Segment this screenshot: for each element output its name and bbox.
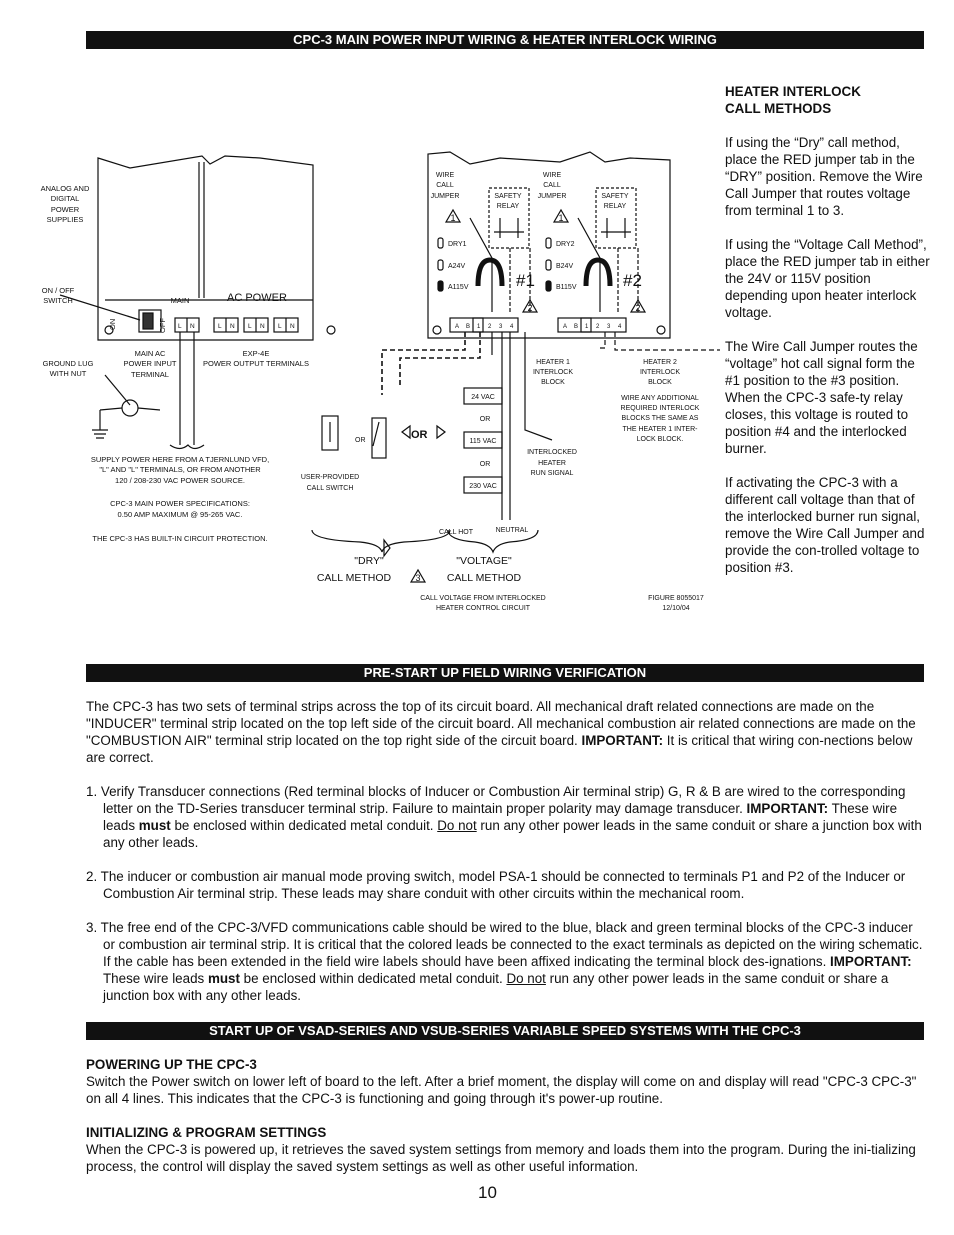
- user-switch-label: USER-PROVIDED: [300, 474, 360, 481]
- svg-text:1: 1: [558, 213, 564, 223]
- svg-text:POWER OUTPUT TERMINALS: POWER OUTPUT TERMINALS: [203, 359, 309, 368]
- svg-text:OR: OR: [479, 416, 491, 423]
- voltage-method: "VOLTAGE": [456, 555, 512, 567]
- svg-text:CALL SWITCH: CALL SWITCH: [306, 485, 354, 492]
- svg-text:"L" AND "L" TERMINALS, OR FROM: "L" AND "L" TERMINALS, OR FROM ANOTHER: [99, 465, 261, 474]
- svg-text:INTERLOCK: INTERLOCK: [532, 369, 574, 376]
- svg-text:120 / 208-230 VAC POWER SOURCE: 120 / 208-230 VAC POWER SOURCE.: [115, 476, 245, 485]
- svg-text:1: 1: [450, 213, 456, 223]
- svg-text:INTERLOCK: INTERLOCK: [639, 369, 681, 376]
- sidebar-voltage-paragraph: If using the “Voltage Call Method”, place the RED jumper tab in either the 24V or 115V position depending upon heater interlock voltage.: [725, 237, 930, 320]
- svg-text:DRY1: DRY1: [448, 241, 467, 248]
- svg-text:0.50 AMP MAXIMUM @ 95-265 VAC.: 0.50 AMP MAXIMUM @ 95-265 VAC.: [117, 510, 243, 519]
- svg-text:CALL METHOD: CALL METHOD: [446, 572, 522, 584]
- svg-text:SUPPLIES: SUPPLIES: [46, 215, 84, 224]
- ac-power-label: AC POWER: [227, 292, 287, 304]
- safety-relay-2: SAFETY: [601, 193, 629, 200]
- svg-text:CALL: CALL: [543, 182, 561, 189]
- svg-text:A115V: A115V: [448, 284, 469, 291]
- svg-text:A: A: [563, 324, 568, 330]
- svg-text:230 VAC: 230 VAC: [469, 483, 497, 490]
- svg-text:CALL METHOD: CALL METHOD: [316, 572, 392, 584]
- svg-text:L: L: [278, 323, 282, 330]
- svg-text:B115V: B115V: [556, 284, 577, 291]
- prestart-item-2: 2. The inducer or combustion air manual mode proving switch, model PSA-1 should be connected to terminals P1 and P2 of the Inducer or Combustion Air terminal strip. These leads may share conduit with other circuits within the mechanical room.: [86, 869, 906, 901]
- dry-method: "DRY": [354, 555, 384, 567]
- svg-text:JUMPER: JUMPER: [537, 193, 567, 200]
- main-board-outline: [98, 156, 313, 340]
- svg-text:BLOCK: BLOCK: [541, 379, 565, 386]
- startup-body: [86, 1056, 924, 1175]
- svg-text:12/10/04: 12/10/04: [662, 605, 690, 612]
- svg-text:L: L: [248, 323, 252, 330]
- svg-text:2: 2: [527, 303, 533, 313]
- jumper-1-label: #1: [516, 271, 535, 290]
- svg-text:OFF: OFF: [158, 318, 167, 333]
- svg-text:3: 3: [607, 324, 611, 330]
- svg-text:2: 2: [596, 324, 600, 330]
- sidebar-jumper-paragraph: The Wire Call Jumper routes the “voltage” hot call signal form the #1 position to the #3 position. When the CPC-3 safe-ty relay closes, this voltage is routed to position #4 and the interlocked burner.: [725, 339, 918, 456]
- safety-relay-1: SAFETY: [494, 193, 522, 200]
- initializing-paragraph: When the CPC-3 is powered up, it retrieves the saved system settings from memory and loads them into the program. During the ini-tializing process, the control will display the saved system settings as well as other useful information.: [86, 1142, 916, 1174]
- svg-text:REQUIRED INTERLOCK: REQUIRED INTERLOCK: [620, 405, 700, 412]
- initializing-heading: INITIALIZING & PROGRAM SETTINGS: [86, 1125, 327, 1140]
- wiring-section-header: CPC-3 MAIN POWER INPUT WIRING & HEATER INTERLOCK WIRING: [86, 31, 924, 49]
- wire-call-jumper-1: WIRE: [435, 172, 455, 179]
- svg-text:4: 4: [618, 324, 622, 330]
- svg-text:RELAY: RELAY: [496, 203, 520, 210]
- svg-text:B: B: [574, 324, 579, 330]
- svg-text:POWER: POWER: [50, 205, 80, 214]
- svg-text:3: 3: [499, 324, 503, 330]
- wiring-diagram: [30, 140, 720, 620]
- svg-text:L: L: [218, 323, 222, 330]
- main-label: MAIN: [170, 296, 190, 305]
- sidebar-dry-paragraph: If using the “Dry” call method, place the RED jumper tab in the “DRY” position. Remove the Wire Call Jumper that routes voltage from terminal 1 to 3.: [725, 135, 923, 218]
- svg-text:ON: ON: [108, 318, 117, 330]
- interlock-sidebar: [725, 83, 930, 593]
- svg-text:A24V: A24V: [448, 263, 466, 270]
- startup-section-header: START UP OF VSAD-SERIES AND VSUB-SERIES VARIABLE SPEED SYSTEMS WITH THE CPC-3: [86, 1022, 924, 1040]
- svg-text:RELAY: RELAY: [603, 203, 627, 210]
- svg-text:1: 1: [477, 324, 481, 330]
- svg-text:4: 4: [510, 324, 514, 330]
- svg-text:L: L: [178, 323, 182, 330]
- svg-text:N: N: [290, 323, 295, 330]
- svg-text:1: 1: [585, 324, 589, 330]
- powering-up-heading: POWERING UP THE CPC-3: [86, 1057, 257, 1072]
- svg-text:2: 2: [635, 303, 641, 313]
- svg-text:JUMPER: JUMPER: [430, 193, 460, 200]
- svg-text:THE HEATER 1 INTER-: THE HEATER 1 INTER-: [622, 426, 698, 433]
- svg-text:OR: OR: [355, 437, 366, 444]
- svg-text:N: N: [260, 323, 265, 330]
- svg-text:A: A: [455, 324, 460, 330]
- sidebar-different-voltage-paragraph: If activating the CPC-3 with a different call voltage than that of the interlocked burner run signal, remove the Wire Call Jumper and provide the con-trolled voltage to position #3.: [725, 475, 925, 575]
- svg-text:TERMINAL: TERMINAL: [131, 370, 169, 379]
- svg-text:OR: OR: [479, 461, 491, 468]
- powering-up-paragraph: Switch the Power switch on lower left of board to the left. After a brief moment, the display will come on and display will read "CPC-3 CPC-3" on all 4 lines. This indicates that the CPC-3 is functioning and going through it's power-up routine.: [86, 1074, 917, 1106]
- svg-text:HEATER: HEATER: [538, 460, 566, 467]
- specs-note: CPC-3 MAIN POWER SPECIFICATIONS:: [110, 499, 250, 508]
- svg-text:LOCK BLOCK.: LOCK BLOCK.: [636, 436, 684, 443]
- prestart-intro: The CPC-3 has two sets of terminal strips across the top of its circuit board. All mechanical draft related connections are made on the "INDUCER" terminal strip located on the top left side of the circuit board. All mechanical combustion air related connections are made on the "COMBUSTION AIR" terminal strip located on the top right side of the circuit board. IMPORTANT: It is critical that wiring con-nections below are correct.: [86, 699, 916, 765]
- svg-text:B: B: [466, 324, 471, 330]
- prestart-item-1: 1. Verify Transducer connections (Red terminal blocks of Inducer or Combustion Air terminal strip) G, R & B are wired to the corresponding letter on the TD-Series transducer terminal strip. Failure to maintain proper polarity may damage transducer. IMPORTANT: These wire leads must be enclosed within dedicated metal conduit. Do not run any other power leads in the same conduit or share a junction box with any other leads.: [86, 784, 922, 850]
- analog-label: ANALOG AND: [40, 184, 90, 193]
- exp-label: EXP-4E: [242, 349, 270, 358]
- or-big: OR: [411, 429, 428, 441]
- svg-text:SWITCH: SWITCH: [43, 296, 73, 305]
- svg-text:24 VAC: 24 VAC: [471, 394, 495, 401]
- additional-note: WIRE ANY ADDITIONAL: [621, 395, 699, 402]
- jumper-2-label: #2: [623, 271, 642, 290]
- figure-ref: FIGURE 8055017: [648, 595, 704, 602]
- call-voltage-note: CALL VOLTAGE FROM INTERLOCKED: [420, 595, 546, 602]
- svg-text:N: N: [230, 323, 235, 330]
- svg-text:RUN SIGNAL: RUN SIGNAL: [530, 470, 574, 477]
- svg-text:BLOCKS THE SAME AS: BLOCKS THE SAME AS: [621, 415, 699, 422]
- svg-text:3: 3: [415, 573, 421, 583]
- onoff-label: ON / OFF: [41, 286, 75, 295]
- svg-text:DRY2: DRY2: [556, 241, 575, 248]
- svg-text:POWER INPUT: POWER INPUT: [123, 359, 177, 368]
- svg-text:CALL: CALL: [436, 182, 454, 189]
- sidebar-title: HEATER INTERLOCK CALL METHODS: [725, 84, 861, 116]
- svg-text:CALL HOT: CALL HOT: [439, 529, 473, 536]
- prestart-body: [86, 698, 924, 1004]
- svg-text:2: 2: [488, 324, 492, 330]
- svg-text:BLOCK: BLOCK: [648, 379, 672, 386]
- svg-text:B24V: B24V: [556, 263, 574, 270]
- wire-call-jumper-2: WIRE: [542, 172, 562, 179]
- svg-text:N: N: [190, 323, 195, 330]
- svg-text:WITH NUT: WITH NUT: [49, 369, 87, 378]
- svg-text:DIGITAL: DIGITAL: [50, 194, 80, 203]
- svg-text:HEATER CONTROL CIRCUIT: HEATER CONTROL CIRCUIT: [435, 605, 531, 612]
- interlocked-label: INTERLOCKED: [527, 449, 577, 456]
- heater1-label: HEATER 1: [536, 359, 570, 366]
- prestart-section-header: PRE-START UP FIELD WIRING VERIFICATION: [86, 664, 924, 682]
- heater2-label: HEATER 2: [643, 359, 677, 366]
- main-ac-label: MAIN AC: [134, 349, 166, 358]
- page-number: 10: [478, 1183, 497, 1202]
- protection-note: THE CPC-3 HAS BUILT-IN CIRCUIT PROTECTION.: [92, 534, 268, 543]
- svg-text:115 VAC: 115 VAC: [469, 438, 497, 445]
- ground-label: GROUND LUG: [42, 359, 94, 368]
- prestart-item-3: 3. The free end of the CPC-3/VFD communications cable should be wired to the blue, black and green terminal blocks of the CPC-3 inducer or combustion air terminal strip. It is critical that the colored leads be connected to the exact terminals as depicted on the wiring schematic. If the cable has been extended in the field wire labels should have been affixed indicating the terminal block des-ignations. IMPORTANT: These wire leads must be enclosed within dedicated metal conduit. Do not run any other power leads in the same conduit or share a junction box with any other leads.: [86, 920, 923, 1003]
- supply-note: SUPPLY POWER HERE FROM A TJERNLUND VFD,: [90, 455, 270, 464]
- svg-text:NEUTRAL: NEUTRAL: [495, 527, 529, 534]
